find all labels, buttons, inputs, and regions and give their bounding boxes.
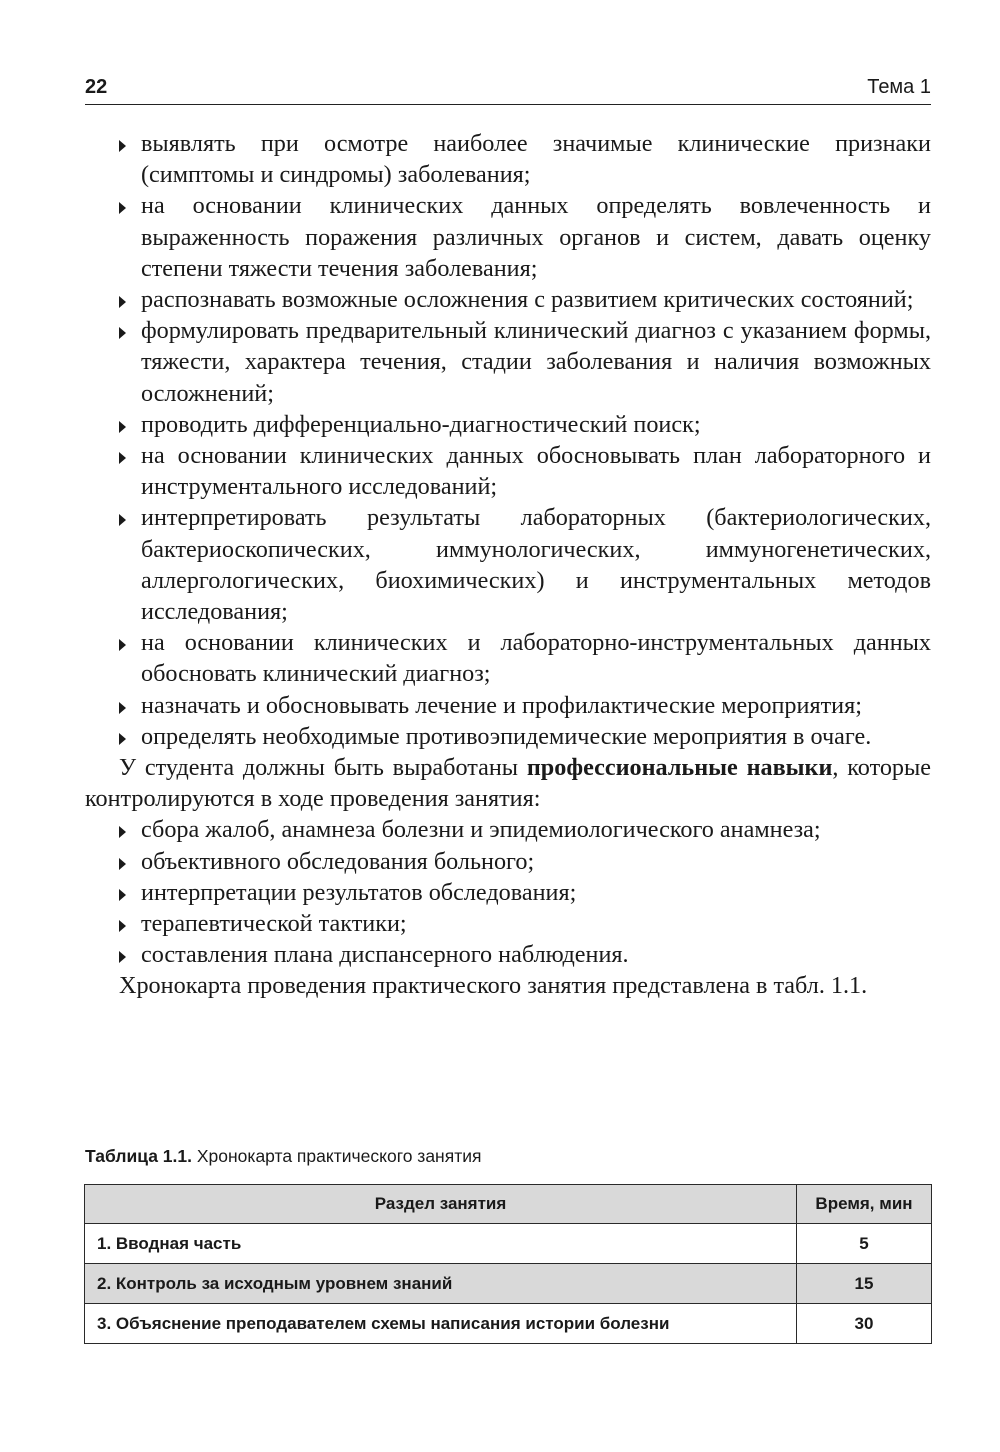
list-item: назначать и обосновывать лечение и профилактические мероприятия; — [85, 690, 931, 721]
list-item: проводить дифференциально-диагностический поиск; — [85, 409, 931, 440]
bullet-triangle-icon — [119, 951, 126, 963]
bold-term: профессиональные навыки — [526, 754, 833, 782]
bullet-triangle-icon — [119, 733, 126, 745]
professional-skills-list — [85, 814, 931, 970]
list-item: распознавать возможные осложнения с развитием критических состояний; — [85, 284, 931, 315]
table-row — [85, 1264, 932, 1304]
list-item: интерпретации результатов обследования; — [85, 877, 931, 908]
table-caption-label: Таблица 1.1. — [85, 1146, 192, 1166]
table-row — [85, 1224, 932, 1264]
list-item: терапевтической тактики; — [85, 908, 931, 939]
running-title: Тема 1 — [867, 76, 931, 98]
cell-time: 30 — [797, 1304, 932, 1344]
list-item: на основании клинических данных определять вовлеченность и выраженность поражения различных органов и систем, давать оценку степени тяжести течения заболевания; — [85, 190, 931, 284]
cell-section: 2. Контроль за исходным уровнем знаний — [85, 1264, 797, 1304]
list-item: составления плана диспансерного наблюдения. — [85, 939, 931, 970]
list-item: объективного обследования больного; — [85, 846, 931, 877]
bullet-triangle-icon — [119, 327, 126, 339]
list-item: на основании клинических и лабораторно-инструментальных данных обосновать клинический диагноз; — [85, 627, 931, 689]
bullet-triangle-icon — [119, 639, 126, 651]
list-item: формулировать предварительный клинический диагноз с указанием формы, тяжести, характера течения, стадии заболевания и наличия возможных осложнений; — [85, 315, 931, 409]
chronocard-paragraph: Хронокарта проведения практического занятия представлена в табл. 1.1. — [119, 972, 868, 1000]
bullet-triangle-icon — [119, 514, 126, 526]
cell-section: 1. Вводная часть — [85, 1224, 797, 1264]
professional-skills-paragraph: У студента должны быть выработаны профессиональные навыки, которые контролируются в ходе проведения занятия: — [85, 754, 931, 813]
bullet-triangle-icon — [119, 452, 126, 464]
bullet-triangle-icon — [119, 296, 126, 308]
table-caption-text: Хронокарта практического занятия — [192, 1146, 482, 1166]
list-item: на основании клинических данных обосновывать план лабораторного и инструментального исследований; — [85, 440, 931, 502]
bullet-triangle-icon — [119, 140, 126, 152]
header-section: Раздел занятия — [85, 1185, 797, 1224]
bullet-triangle-icon — [119, 826, 126, 838]
list-item: сбора жалоб, анамнеза болезни и эпидемиологического анамнеза; — [85, 814, 931, 845]
table-caption — [85, 1146, 481, 1167]
cell-time: 15 — [797, 1264, 932, 1304]
table-row — [85, 1304, 932, 1344]
list-item: определять необходимые противоэпидемические мероприятия в очаге. — [85, 721, 931, 752]
bullet-triangle-icon — [119, 202, 126, 214]
list-item: интерпретировать результаты лабораторных (бактериологических, бактериоскопических, иммунологических, иммуногенетических, аллергологических, биохимических) и инструментальных методов исследования; — [85, 502, 931, 627]
page-header — [85, 76, 931, 105]
bullet-triangle-icon — [119, 920, 126, 932]
chronocard-table — [84, 1184, 932, 1344]
bullet-triangle-icon — [119, 858, 126, 870]
bullet-triangle-icon — [119, 421, 126, 433]
cell-section: 3. Объяснение преподавателем схемы написания истории болезни — [85, 1304, 797, 1344]
header-time: Время, мин — [797, 1185, 932, 1224]
page-number: 22 — [85, 76, 108, 98]
body-text — [85, 128, 931, 1002]
skills-list — [85, 128, 931, 752]
table-header-row — [85, 1185, 932, 1224]
bullet-triangle-icon — [119, 702, 126, 714]
bullet-triangle-icon — [119, 889, 126, 901]
cell-time: 5 — [797, 1224, 932, 1264]
list-item: выявлять при осмотре наиболее значимые клинические признаки (симптомы и синдромы) заболевания; — [85, 128, 931, 190]
